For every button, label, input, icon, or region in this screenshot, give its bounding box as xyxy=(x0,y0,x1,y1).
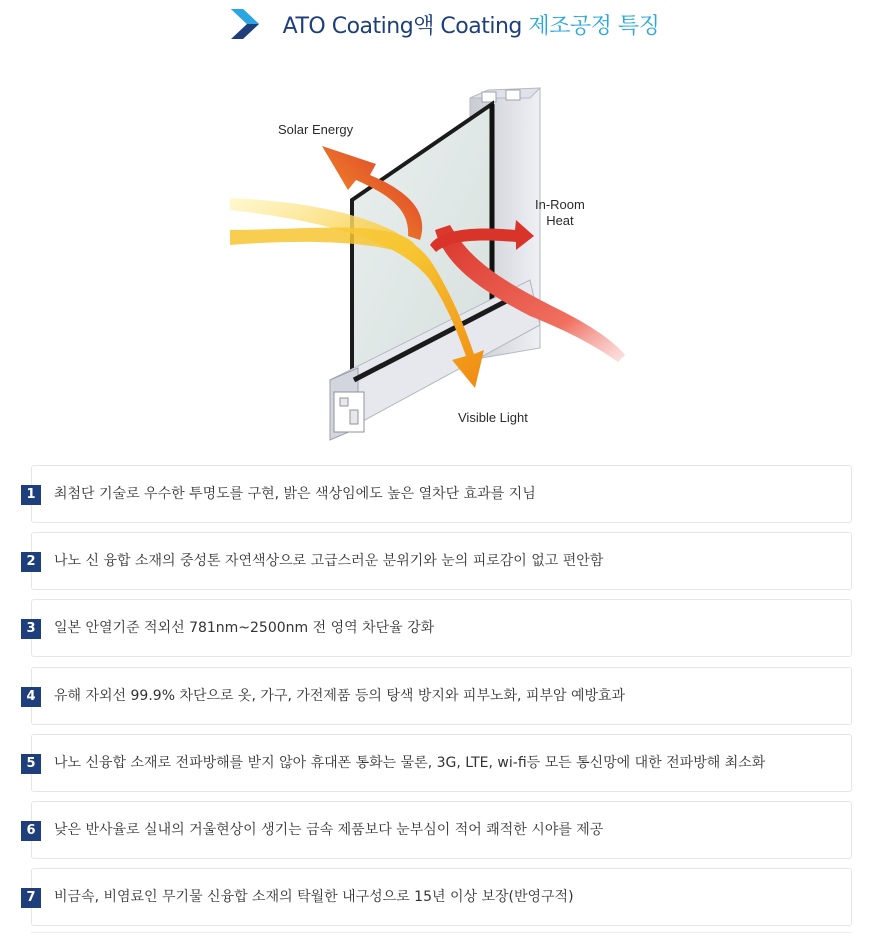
feature-item-4 xyxy=(26,667,852,725)
feature-text: 일본 안열기준 적외선 781nm~2500nm 전 영역 차단율 강화 xyxy=(54,620,435,636)
feature-number-badge: 4 xyxy=(21,687,41,707)
feature-text: 최첨단 기술로 우수한 투명도를 구현, 밝은 색상임에도 높은 열차단 효과를 지님 xyxy=(54,486,536,502)
page-header xyxy=(0,6,888,42)
feature-number-badge: 5 xyxy=(21,754,41,774)
feature-text: 나노 신 융합 소재의 중성톤 자연색상으로 고급스러운 분위기와 눈의 피로감이 없고 편안함 xyxy=(54,553,604,569)
feature-text: 나노 신융합 소재로 전파방해를 받지 않아 휴대폰 통화는 물론, 3G, LTE, wi-fi등 모든 통신망에 대한 전파방해 최소화 xyxy=(54,755,766,771)
chevron-right-icon xyxy=(229,7,263,41)
in-room-heat-line2: Heat xyxy=(546,213,574,228)
bottom-divider xyxy=(31,932,852,933)
title-accent: 제조공정 특징 xyxy=(528,13,660,39)
window-coating-diagram xyxy=(230,80,630,450)
feature-item-5 xyxy=(26,734,852,792)
feature-number-badge: 2 xyxy=(21,552,41,572)
feature-number-badge: 7 xyxy=(21,888,41,908)
in-room-heat-line1: In-Room xyxy=(535,197,585,212)
solar-energy-label: Solar Energy xyxy=(278,122,354,137)
feature-text: 비금속, 비염료인 무기물 신융합 소재의 탁월한 내구성으로 15년 이상 보장(반영구적) xyxy=(54,889,574,905)
feature-text: 유해 자외선 99.9% 차단으로 옷, 가구, 가전제품 등의 탕색 방지와 피부노화, 피부암 예방효과 xyxy=(54,688,626,704)
visible-light-label: Visible Light xyxy=(458,410,528,425)
in-room-heat-label xyxy=(535,197,585,229)
feature-number-badge: 3 xyxy=(21,619,41,639)
page-title xyxy=(283,9,660,40)
feature-item-6 xyxy=(26,801,852,859)
feature-item-1 xyxy=(26,465,852,523)
feature-number-badge: 6 xyxy=(21,821,41,841)
feature-item-2 xyxy=(26,532,852,590)
title-main: ATO Coating액 Coating xyxy=(282,13,529,39)
feature-item-7 xyxy=(26,868,852,926)
feature-text: 낮은 반사율로 실내의 거울현상이 생기는 금속 제품보다 눈부심이 적어 쾌적한 시야를 제공 xyxy=(54,822,604,838)
feature-number-badge: 1 xyxy=(21,485,41,505)
feature-item-3 xyxy=(26,599,852,657)
